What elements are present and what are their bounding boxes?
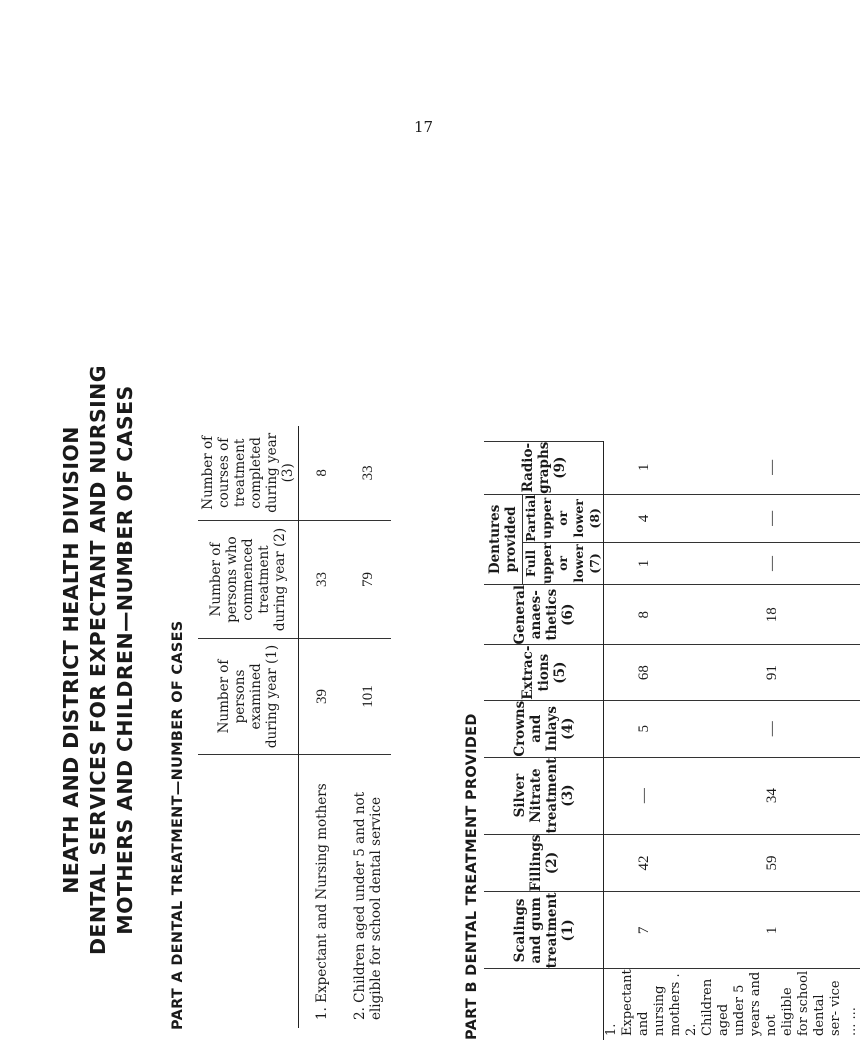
part-b-row-1-val-2: 42 — [604, 834, 685, 892]
part-b-table — [484, 441, 860, 1040]
part-b-header-row-1 — [484, 441, 523, 1040]
part-b-col-9: Radio- graphs (9) — [484, 441, 604, 494]
part-b-row-1-val-8: 4 — [604, 494, 685, 542]
part-a-row-1-val-2: 33 — [299, 520, 346, 639]
part-a-row-1-label: 1. Expectant and Nursing mothers — [299, 754, 346, 1028]
part-b-row-1-val-1: 7 — [604, 892, 685, 969]
part-b-row-2-label: 2. Children aged under 5 years and not eligible for school dental ser- vice ... ... — [684, 969, 860, 1040]
part-b-row-2-val-2: 59 — [684, 834, 860, 892]
part-a-row-2 — [345, 426, 391, 1028]
part-a-row-2-val-3: 33 — [360, 465, 376, 481]
part-b-col-6: General anaes- thetics (6) — [484, 584, 604, 645]
part-b-col-4: Crowns and Inlays (4) — [484, 700, 604, 757]
page-number: 17 — [414, 118, 434, 136]
part-b-row-2 — [684, 441, 860, 1040]
part-a-header-row — [198, 426, 299, 1028]
part-b-col-1: Scalings and gum treatment (1) — [484, 892, 604, 969]
part-b-row-1-label: 1. Expectant and nursing mothers . — [604, 969, 685, 1040]
part-b-row-2-val-8: — — [684, 494, 860, 542]
part-a-row-1-val-3: 8 — [314, 469, 330, 477]
part-b-row-2-val-3: 34 — [684, 757, 860, 834]
part-a-row-1 — [299, 426, 346, 1028]
part-b-header-blank — [484, 969, 604, 1040]
part-a-row-2-label: 2. Children aged under 5 and not eligible for school dental service — [345, 754, 391, 1028]
part-a-header-blank — [198, 754, 299, 1028]
part-b-row-1-val-3: — — [604, 757, 685, 834]
heading-line-1: NEATH AND DISTRICT HEALTH DIVISION — [59, 426, 83, 894]
part-b-row-1-val-9: 1 — [636, 463, 652, 472]
part-a-col-1: Number of persons examined during year (1) — [198, 639, 299, 754]
part-b-dentures-group: Dentures provided — [484, 494, 523, 584]
part-b-row-1 — [604, 441, 685, 1040]
part-b-row-2-val-6: 18 — [684, 584, 860, 645]
part-b-col-2: Fillings (2) — [484, 834, 604, 892]
part-b-col-3: Silver Nitrate treatment (3) — [484, 757, 604, 834]
part-b-col-7: Full upper or lower (7) — [523, 542, 602, 584]
part-b-row-1-val-7: 1 — [604, 542, 685, 584]
part-b-row-1-val-5: 68 — [604, 645, 685, 700]
part-a-row-2-val-1: 101 — [345, 639, 391, 754]
part-a-title: PART A DENTAL TREATMENT—NUMBER OF CASES — [170, 620, 186, 1030]
heading-line-3: MOTHERS AND CHILDREN—NUMBER OF CASES — [113, 385, 137, 935]
part-b-col-5: Extrac- tions (5) — [484, 645, 604, 700]
part-b-row-1-val-4: 5 — [604, 700, 685, 757]
part-b-row-2-val-7: — — [684, 542, 860, 584]
part-a-row-1-val-1: 39 — [299, 639, 346, 754]
part-b-title: PART B DENTAL TREATMENT PROVIDED — [464, 713, 480, 1040]
part-a-col-3: Number of courses of treatment completed during year (3) — [198, 426, 299, 520]
part-a-col-2: Number of persons who commenced treatment during year (2) — [198, 520, 299, 639]
part-b-row-1-val-6: 8 — [604, 584, 685, 645]
part-b-row-2-val-5: 91 — [684, 645, 860, 700]
part-b-row-2-val-9: — — [764, 459, 780, 475]
part-b-row-2-val-4: — — [684, 700, 860, 757]
part-b-row-2-val-1: 1 — [684, 892, 860, 969]
part-a-row-2-val-2: 79 — [345, 520, 391, 639]
heading-line-2: DENTAL SERVICES FOR EXPECTANT AND NURSING — [86, 365, 110, 955]
part-a-table — [198, 426, 391, 1028]
document-heading — [58, 300, 139, 1020]
part-b-col-8: Partial upper or lower (8) — [523, 494, 602, 542]
